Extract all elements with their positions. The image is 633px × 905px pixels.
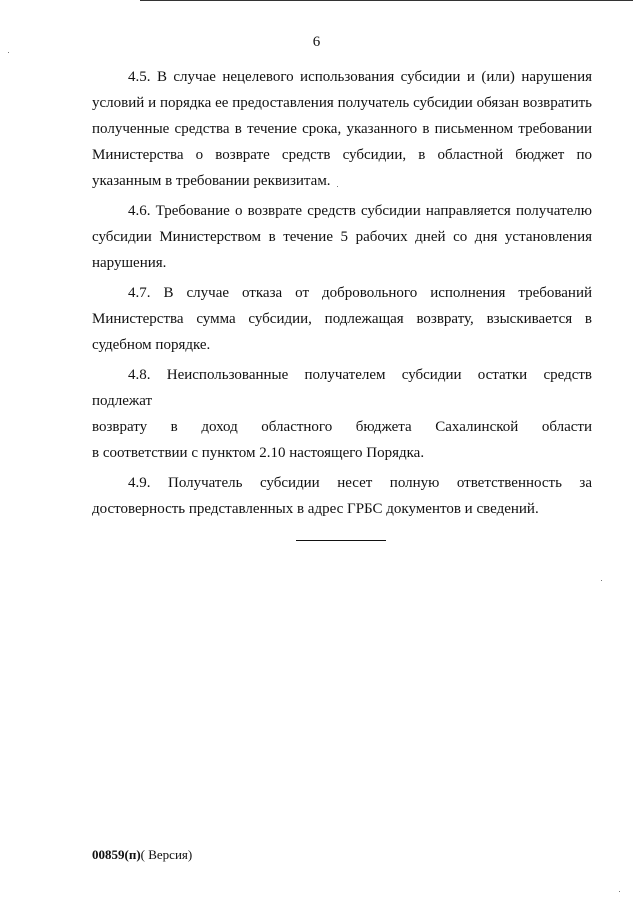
paragraph-4-5: 4.5. В случае нецелевого использования субсидии и (или) нарушения условий и порядка ее предоставления получатель субсидии обязан возвратить полученные средства в течение срока, указанного в письменном требовании Министерства о возврате средств субсидии, в областной бюджет по указанным в требовании реквизитам.	[92, 69, 592, 189]
paragraph-4-7: 4.7. В случае отказа от добровольного исполнения требований Министерства сумма субсидии, подлежащая возврату, взыскивается в судебном порядке.	[92, 285, 592, 353]
paragraph-4-8-line-3: в соответствии с пунктом 2.10 настоящего Порядка.	[92, 445, 425, 461]
scan-speck	[601, 580, 602, 581]
paragraph-4-9-line-2: достоверность представленных в адрес ГРБС документов и сведений.	[92, 501, 539, 517]
top-border-line	[140, 0, 633, 1]
scan-speck	[8, 52, 9, 53]
document-code	[92, 847, 192, 863]
paragraph-4-8-line-2: возврату в доход областного бюджета Сахалинской области	[92, 419, 592, 435]
page-number: 6	[312, 34, 321, 50]
paragraph-4-6: 4.6. Требование о возврате средств субсидии направляется получателю субсидии Министерством в течение 5 рабочих дней со дня установления нарушения.	[92, 203, 592, 271]
document-code-number: 00859(п)	[92, 847, 141, 862]
paragraph-4-9-line-1: 4.9. Получатель субсидии несет полную ответственность за	[128, 475, 592, 491]
paragraph-4-9	[92, 470, 592, 522]
document-code-version: ( Версия)	[140, 847, 193, 862]
end-separator-line	[296, 540, 386, 541]
scan-speck	[619, 891, 620, 892]
scan-speck	[337, 186, 338, 187]
paragraph-4-8-line-1: 4.8. Неиспользованные получателем субсидии остатки средств подлежат	[92, 367, 592, 409]
document-body	[92, 64, 592, 526]
paragraph-4-8	[92, 362, 592, 466]
